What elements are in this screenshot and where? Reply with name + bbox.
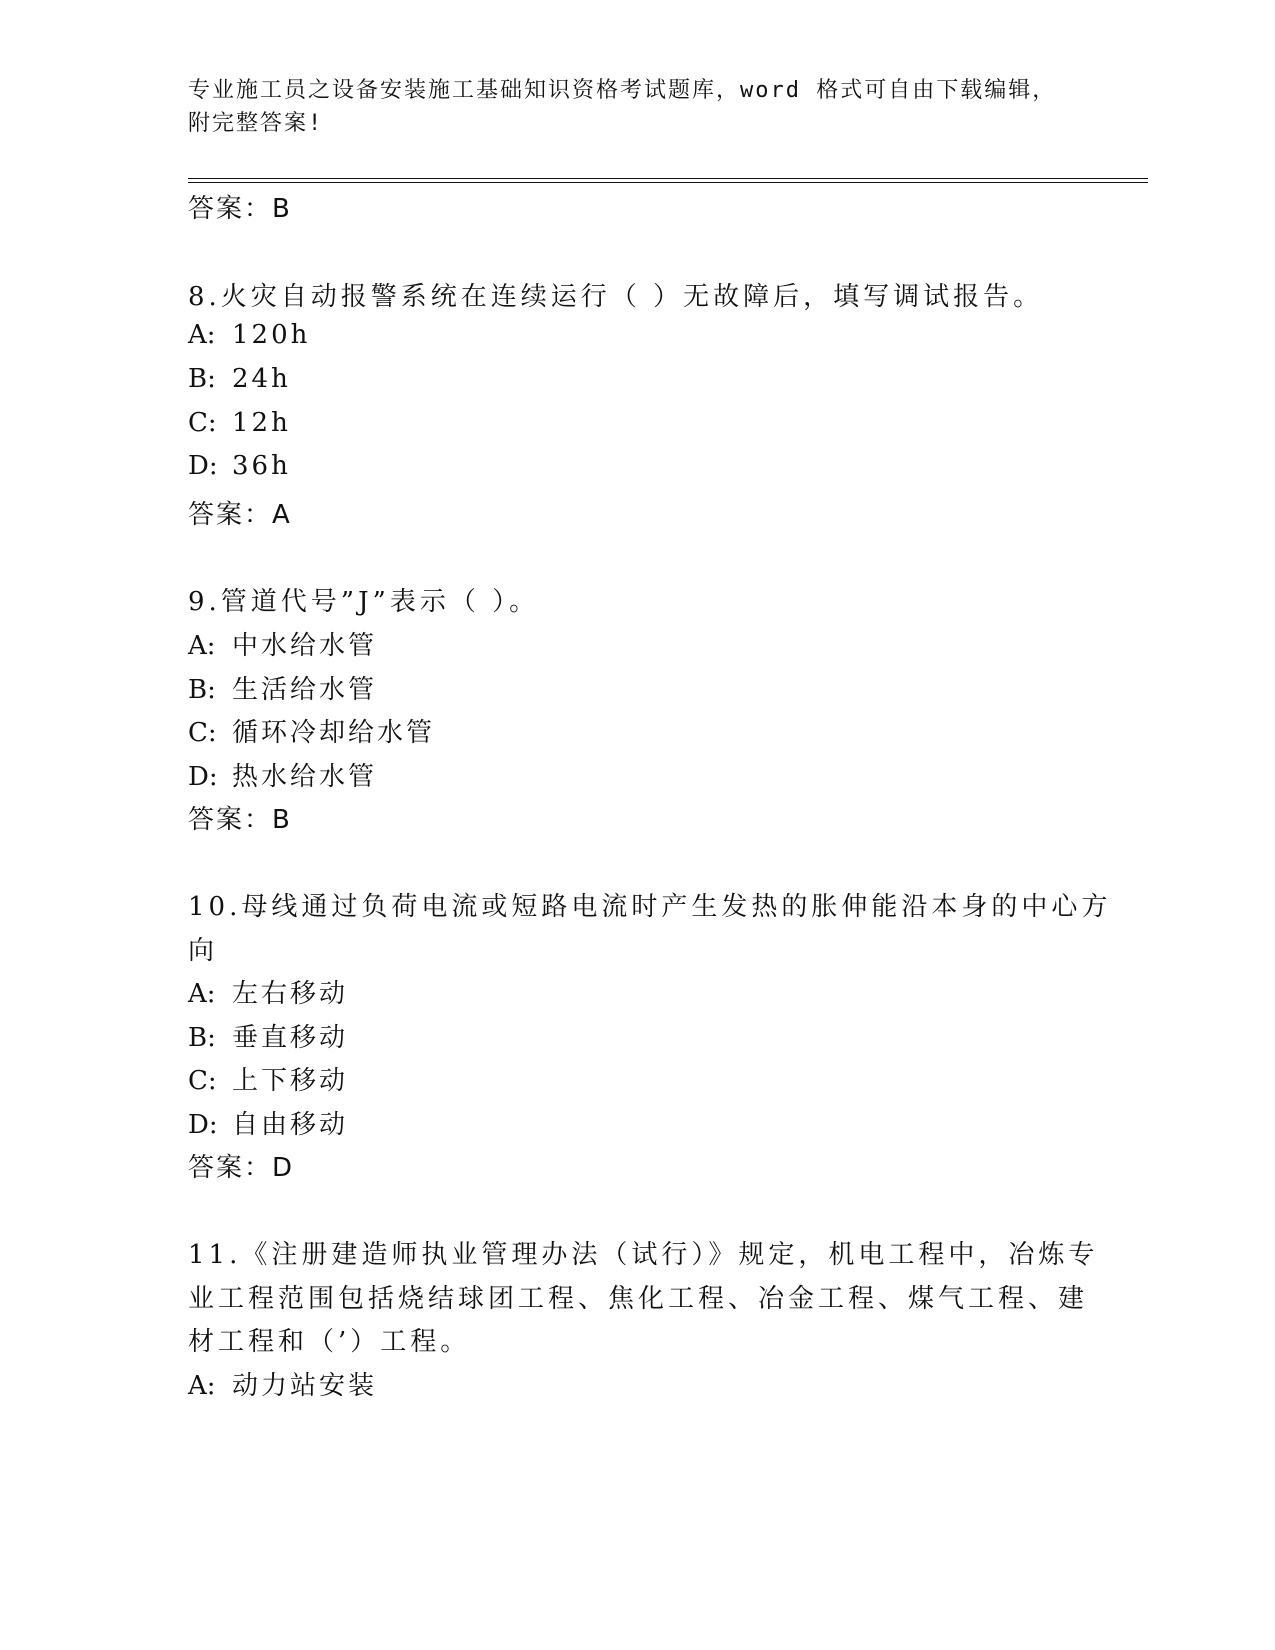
option-text: 中水给水管 (232, 631, 378, 661)
option-key: D: (188, 762, 218, 792)
question-11-stem-line-3: 材工程和（’）工程。 (188, 1327, 471, 1357)
option-key: D: (188, 1110, 218, 1140)
question-9-option-c (188, 712, 435, 749)
question-11-option-a (188, 1365, 377, 1402)
option-text: 上下移动 (232, 1066, 349, 1096)
question-9-option-a (188, 625, 377, 662)
header-line-1: 专业施工员之设备安装施工基础知识资格考试题库，word 格式可自由下载编辑， (188, 78, 1057, 103)
question-8-option-a (188, 320, 310, 350)
option-text: 循环冷却给水管 (232, 718, 436, 748)
option-text: 自由移动 (232, 1110, 349, 1140)
question-8-option-d (188, 451, 291, 481)
question-11-stem-line-1: 11.《注册建造师执业管理办法（试行）》规定，机电工程中，冶炼专 (188, 1240, 1099, 1270)
option-key: C: (188, 408, 217, 438)
option-text: 垂直移动 (232, 1023, 349, 1053)
option-key: A: (188, 979, 216, 1009)
question-10-answer: 答案：D (188, 1153, 295, 1183)
option-key: A: (188, 1371, 216, 1401)
option-text: 热水给水管 (232, 762, 378, 792)
question-8-option-c (188, 408, 291, 438)
question-10-stem-line-2: 向 (188, 936, 219, 966)
question-10-stem-line-1: 10.母线通过负荷电流或短路电流时产生发热的胀伸能沿本身的中心方 (188, 892, 1112, 922)
option-key: C: (188, 1066, 217, 1096)
question-10-option-a (188, 973, 348, 1010)
option-text: 动力站安装 (232, 1371, 378, 1401)
question-9-option-b (188, 669, 377, 706)
option-text: 生活给水管 (232, 675, 378, 705)
option-key: B: (188, 364, 216, 394)
previous-answer: 答案：B (188, 194, 292, 224)
question-9-option-d (188, 756, 377, 793)
question-8-option-b (188, 364, 291, 394)
option-key: D: (188, 451, 218, 481)
option-key: B: (188, 675, 216, 705)
option-key: B: (188, 1023, 216, 1053)
question-9-answer: 答案：B (188, 805, 292, 835)
option-key: A: (188, 320, 216, 350)
header-divider-top (188, 178, 1148, 179)
option-text: 36h (232, 451, 291, 481)
option-text: 左右移动 (232, 979, 349, 1009)
document-header (188, 74, 1088, 140)
question-10-option-d (188, 1104, 348, 1141)
option-text: 12h (232, 408, 291, 438)
header-divider-bottom (188, 182, 1148, 183)
option-text: 24h (232, 364, 291, 394)
question-9-stem: 9.管道代号”J”表示（ ）。 (188, 587, 540, 617)
question-8-answer: 答案：A (188, 500, 292, 530)
question-8-stem: 8.火灾自动报警系统在连续运行（ ）无故障后，填写调试报告。 (188, 282, 1044, 312)
option-key: C: (188, 718, 217, 748)
option-text: 120h (232, 320, 311, 350)
question-10-option-c (188, 1060, 348, 1097)
question-10-option-b (188, 1017, 348, 1054)
question-11-stem-line-2: 业工程范围包括烧结球团工程、焦化工程、冶金工程、煤气工程、建 (188, 1284, 1089, 1314)
option-key: A: (188, 631, 216, 661)
header-line-2: 附完整答案! (188, 111, 324, 136)
